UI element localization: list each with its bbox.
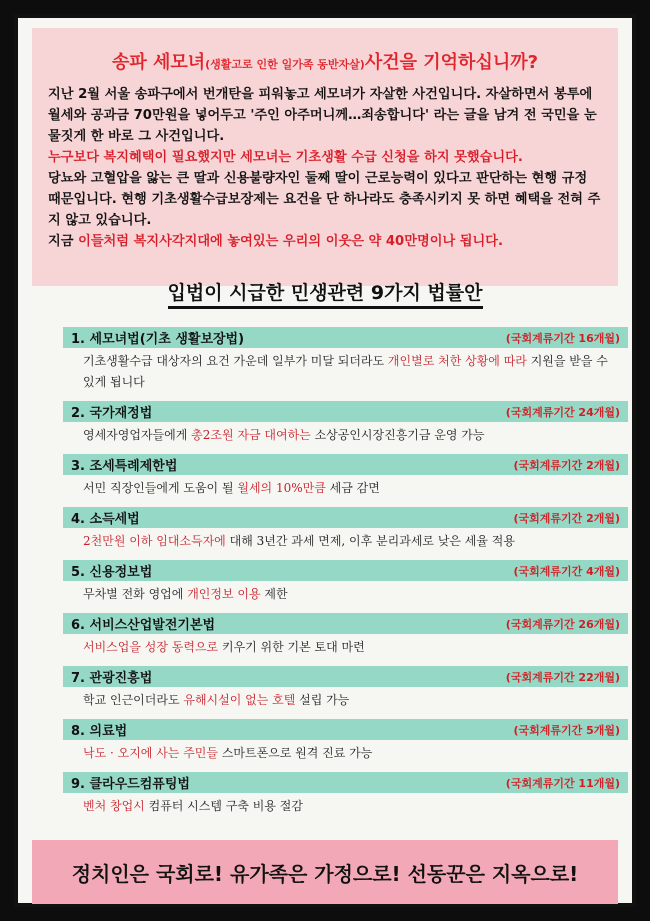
law-pending-period: (국회계류기간 2개월) — [513, 511, 620, 525]
law-name: 2. 국가재정법 — [71, 406, 153, 421]
law-description — [63, 634, 628, 663]
story-p4-prefix: 지금 — [48, 234, 79, 249]
law-desc-suffix: 설립 가능 — [295, 693, 350, 707]
law-name: 3. 조세특례제한법 — [71, 459, 178, 474]
poster-sheet — [14, 14, 636, 907]
law-name: 5. 신용정보법 — [71, 565, 153, 580]
law-header — [63, 401, 628, 422]
law-item — [63, 613, 628, 663]
incident-story — [48, 84, 602, 252]
law-pending-period: (국회계류기간 26개월) — [505, 617, 620, 631]
law-desc-prefix: 서민 직장인들에게 도움이 될 — [83, 481, 238, 495]
story-paragraph-2: 누구보다 복지혜택이 필요했지만 세모녀는 기초생활 수급 신청을 하지 못했습니다. — [48, 150, 523, 165]
law-name: 6. 서비스산업발전기본법 — [71, 618, 216, 633]
law-list — [63, 327, 628, 825]
law-description — [63, 793, 628, 822]
law-item — [63, 719, 628, 769]
law-desc-suffix: 세금 감면 — [325, 481, 380, 495]
law-desc-suffix: 지원을 받을 수 있게 됩니다 — [83, 354, 608, 389]
section-title-text: 입법이 시급한 민생관련 9가지 법률안 — [168, 282, 483, 309]
law-header — [63, 327, 628, 348]
law-description — [63, 348, 628, 398]
law-desc-prefix: 무차별 전화 영업에 — [83, 587, 188, 601]
law-desc-highlight: 총2조원 자금 대여하는 — [191, 428, 311, 442]
law-desc-highlight: 유해시설이 없는 호텔 — [183, 693, 296, 707]
law-desc-highlight: 벤처 창업시 — [83, 799, 145, 813]
law-item — [63, 507, 628, 557]
law-description — [63, 740, 628, 769]
section-title — [18, 278, 632, 305]
law-header — [63, 454, 628, 475]
law-name: 4. 소득세법 — [71, 512, 140, 527]
law-pending-period: (국회계류기간 24개월) — [505, 405, 620, 419]
law-header — [63, 719, 628, 740]
law-item — [63, 401, 628, 451]
law-pending-period: (국회계류기간 2개월) — [513, 458, 620, 472]
law-header — [63, 613, 628, 634]
law-item — [63, 327, 628, 398]
headline-part1: 송파 세모녀 — [111, 52, 206, 73]
law-desc-prefix: 학교 인근이더라도 — [83, 693, 184, 707]
law-header — [63, 772, 628, 793]
law-desc-prefix: 기초생활수급 대상자의 요건 가운데 일부가 미달 되더라도 — [83, 354, 388, 368]
law-desc-highlight: 개인별로 처한 상황에 따라 — [387, 354, 527, 368]
law-name: 8. 의료법 — [71, 724, 128, 739]
law-desc-suffix: 대해 3년간 과세 면제, 이후 분리과세로 낮은 세율 적용 — [225, 534, 515, 548]
story-p4-highlight: 이들처럼 복지사각지대에 놓여있는 우리의 이웃은 약 40만명이나 됩니다. — [78, 234, 504, 249]
law-description — [63, 581, 628, 610]
law-header — [63, 507, 628, 528]
law-desc-suffix: 컴퓨터 시스템 구축 비용 절감 — [144, 799, 303, 813]
law-desc-highlight: 월세의 10%만큼 — [237, 481, 326, 495]
law-description — [63, 422, 628, 451]
law-desc-suffix: 스마트폰으로 원격 진료 가능 — [218, 746, 373, 760]
law-name: 7. 관광진흥법 — [71, 671, 153, 686]
headline-parenthetical: (생활고로 인한 일가족 동반자살) — [205, 58, 365, 71]
story-paragraph-3: 당뇨와 고혈압을 앓는 큰 딸과 신용불량자인 둘째 딸이 근로능력이 있다고 판단하는 현행 규정 때문입니다. 현행 기초생활수급보장제는 요건을 단 하나라도 충족시키지 못 하면 혜택을 전혀 주지 않고 있습니다. — [48, 171, 601, 228]
incident-summary-panel — [32, 28, 618, 286]
law-item — [63, 454, 628, 504]
law-pending-period: (국회계류기간 16개월) — [505, 331, 620, 345]
law-name: 1. 세모녀법(기초 생활보장법) — [71, 332, 245, 347]
footer-slogan: 정치인은 국회로! 유가족은 가정으로! 선동꾼은 지옥으로! — [32, 840, 618, 904]
headline — [48, 48, 602, 74]
story-paragraph-4 — [48, 231, 602, 252]
law-header — [63, 560, 628, 581]
law-item — [63, 560, 628, 610]
law-header — [63, 666, 628, 687]
law-desc-suffix: 키우기 위한 기본 토대 마련 — [218, 640, 365, 654]
law-desc-highlight: 개인정보 이용 — [187, 587, 261, 601]
law-description — [63, 528, 628, 557]
law-pending-period: (국회계류기간 5개월) — [513, 723, 620, 737]
law-desc-highlight: 낙도 · 오지에 사는 주민들 — [83, 746, 218, 760]
law-item — [63, 666, 628, 716]
law-pending-period: (국회계류기간 11개월) — [505, 776, 620, 790]
law-description — [63, 475, 628, 504]
law-name: 9. 클라우드컴퓨팅법 — [71, 777, 190, 792]
law-desc-suffix: 소상공인시장진흥기금 운영 가능 — [310, 428, 485, 442]
law-pending-period: (국회계류기간 4개월) — [513, 564, 620, 578]
law-item — [63, 772, 628, 822]
law-desc-suffix: 제한 — [260, 587, 288, 601]
story-paragraph-1: 지난 2월 서울 송파구에서 번개탄을 피워놓고 세모녀가 자살한 사건입니다. 자살하면서 봉투에 월세와 공과금 70만원을 넣어두고 '주인 아주머니께…죄송합니다' 라는 글을 남겨 전 국민을 눈물짓게 한 바로 그 사건입니다. — [48, 87, 597, 144]
law-desc-highlight: 2천만원 이하 임대소득자에 — [83, 534, 226, 548]
law-desc-prefix: 영세자영업자들에게 — [83, 428, 192, 442]
law-pending-period: (국회계류기간 22개월) — [505, 670, 620, 684]
law-description — [63, 687, 628, 716]
headline-part2: 사건을 기억하십니까? — [364, 52, 539, 73]
law-desc-highlight: 서비스업을 성장 동력으로 — [83, 640, 219, 654]
